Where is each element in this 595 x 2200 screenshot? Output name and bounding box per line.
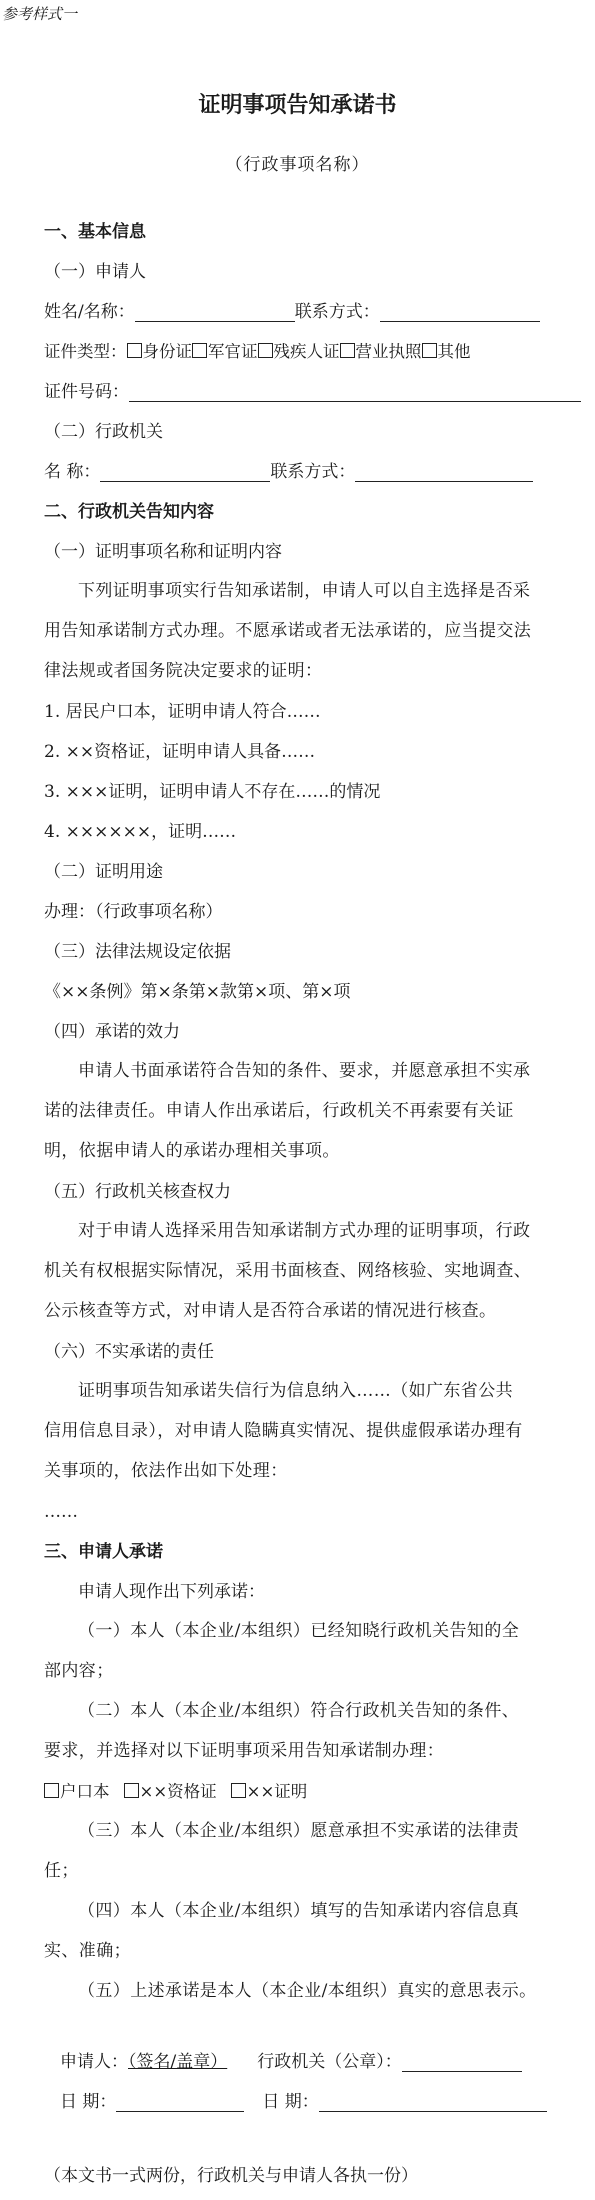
page-subtitle: （行政事项名称） [225, 155, 370, 175]
agency-name-field[interactable] [100, 463, 270, 482]
checkbox-icon [44, 1783, 59, 1798]
agency-subheading: （二）行政机关 [44, 422, 163, 442]
paragraph-verification: 对于申请人选择采用告知承诺制方式办理的证明事项，行政 机关有权根据实际情况，采用书面核查、网络核验、实地调查、 公示核查等方式，对申请人是否符合承诺的情况进行核查。 [44, 1221, 532, 1321]
contact-label: 联系方式： [294, 302, 380, 322]
section3-heading: 三、申请人承诺 [44, 1542, 163, 1562]
legal-basis-text: 《××条例》第×条第×款第×项、第×项 [44, 982, 351, 1002]
subheading-legal-basis: （三）法律法规设定依据 [44, 942, 231, 962]
commitment-1: （一）本人（本企业/本组织）已经知晓行政机关告知的全 部内容； [44, 1621, 520, 1681]
name-row [44, 302, 540, 322]
signature-row [60, 2052, 522, 2072]
paragraph-effect: 申请人书面承诺符合告知的条件、要求，并愿意承担不实承 诺的法律责任。申请人作出承诺后，行政机关不再索要有关证 明，依据申请人的承诺办理相关事项。 [44, 1061, 531, 1161]
page-title: 证明事项告知承诺书 [198, 92, 397, 118]
purpose-text: 办理：（行政事项名称） [44, 902, 223, 922]
id-type-row [44, 342, 471, 362]
id-type-option[interactable]: 军官证 [192, 342, 258, 361]
applicant-date-field[interactable] [116, 2093, 244, 2112]
agency-seal-label: 行政机关（公章）： [257, 2052, 402, 2072]
subheading-liability: （六）不实承诺的责任 [44, 1342, 214, 1362]
list-item: 2. ××资格证，证明申请人具备…… [44, 742, 316, 762]
ellipsis-text: …… [44, 1502, 78, 1522]
id-type-option[interactable]: 残疾人证 [258, 342, 340, 361]
checkbox-icon [340, 343, 355, 358]
id-type-label: 证件类型： [44, 342, 127, 361]
checkbox-icon [192, 343, 207, 358]
choice-household-register[interactable]: 户口本 [44, 1782, 110, 1801]
choice-certificate[interactable]: ××证明 [231, 1782, 308, 1801]
agency-contact-label: 联系方式： [270, 462, 356, 482]
subheading-effect: （四）承诺的效力 [44, 1022, 180, 1042]
agency-row [44, 462, 533, 482]
paragraph-cert-items: 下列证明事项实行告知承诺制，申请人可以自主选择是否采 用告知承诺制方式办理。不愿承诺或者无法承诺的，应当提交法 律法规或者国务院决定要求的证明： [44, 581, 532, 681]
id-type-option[interactable]: 身份证 [127, 342, 193, 361]
commitment-3: （三）本人（本企业/本组织）愿意承担不实承诺的法律责 任； [44, 1821, 520, 1881]
section2-heading: 二、行政机关告知内容 [44, 502, 214, 522]
list-item: 1. 居民户口本，证明申请人符合…… [44, 702, 321, 722]
agency-contact-field[interactable] [355, 463, 533, 482]
id-number-field[interactable] [129, 383, 581, 402]
agency-seal-field[interactable] [402, 2053, 522, 2072]
checkbox-icon [124, 1783, 139, 1798]
applicant-sign-label: 申请人： [60, 2052, 128, 2072]
checkbox-icon [422, 343, 437, 358]
section1-heading: 一、基本信息 [44, 222, 146, 242]
applicant-subheading: （一）申请人 [44, 262, 146, 282]
name-field[interactable] [135, 303, 295, 322]
list-item: 4. ××××××，证明…… [44, 822, 237, 842]
id-type-option[interactable]: 营业执照 [340, 342, 422, 361]
reference-label: 参考样式一 [2, 5, 78, 23]
id-type-option[interactable]: 其他 [422, 342, 471, 361]
choice-qualification-cert[interactable]: ××资格证 [124, 1782, 217, 1801]
contact-field[interactable] [380, 303, 540, 322]
commitment-5: （五）上述承诺是本人（本企业/本组织）真实的意思表示。 [78, 1981, 537, 2001]
checkbox-icon [127, 343, 142, 358]
cert-choice-row [44, 1782, 307, 1802]
footer-note: （本文书一式两份，行政机关与申请人各执一份） [44, 2166, 418, 2186]
date-row [60, 2092, 547, 2112]
id-number-label: 证件号码： [44, 382, 129, 402]
name-label: 姓名/名称： [44, 302, 135, 322]
paragraph-liability: 证明事项告知承诺失信行为信息纳入……（如广东省公共 信用信息目录），对申请人隐瞒真实情况、提供虚假承诺办理有 关事项的，依法作出如下处理： [44, 1381, 523, 1481]
commitment-intro: 申请人现作出下列承诺： [78, 1582, 265, 1602]
checkbox-icon [258, 343, 273, 358]
commitment-2: （二）本人（本企业/本组织）符合行政机关告知的条件、 要求，并选择对以下证明事项采用告知承诺制办理： [44, 1701, 520, 1761]
agency-name-label: 名 称： [44, 462, 101, 482]
agency-date-label: 日 期： [262, 2092, 319, 2112]
agency-date-field[interactable] [319, 2093, 547, 2112]
applicant-date-label: 日 期： [60, 2092, 117, 2112]
applicant-sign-value[interactable]: （签名/盖章） [128, 2052, 228, 2072]
subheading-purpose: （二）证明用途 [44, 862, 163, 882]
checkbox-icon [231, 1783, 246, 1798]
id-number-row [44, 382, 581, 402]
subheading-cert-items: （一）证明事项名称和证明内容 [44, 542, 282, 562]
list-item: 3. ×××证明，证明申请人不存在……的情况 [44, 782, 381, 802]
subheading-verification: （五）行政机关核查权力 [44, 1182, 231, 1202]
commitment-4: （四）本人（本企业/本组织）填写的告知承诺内容信息真 实、准确； [44, 1901, 520, 1961]
